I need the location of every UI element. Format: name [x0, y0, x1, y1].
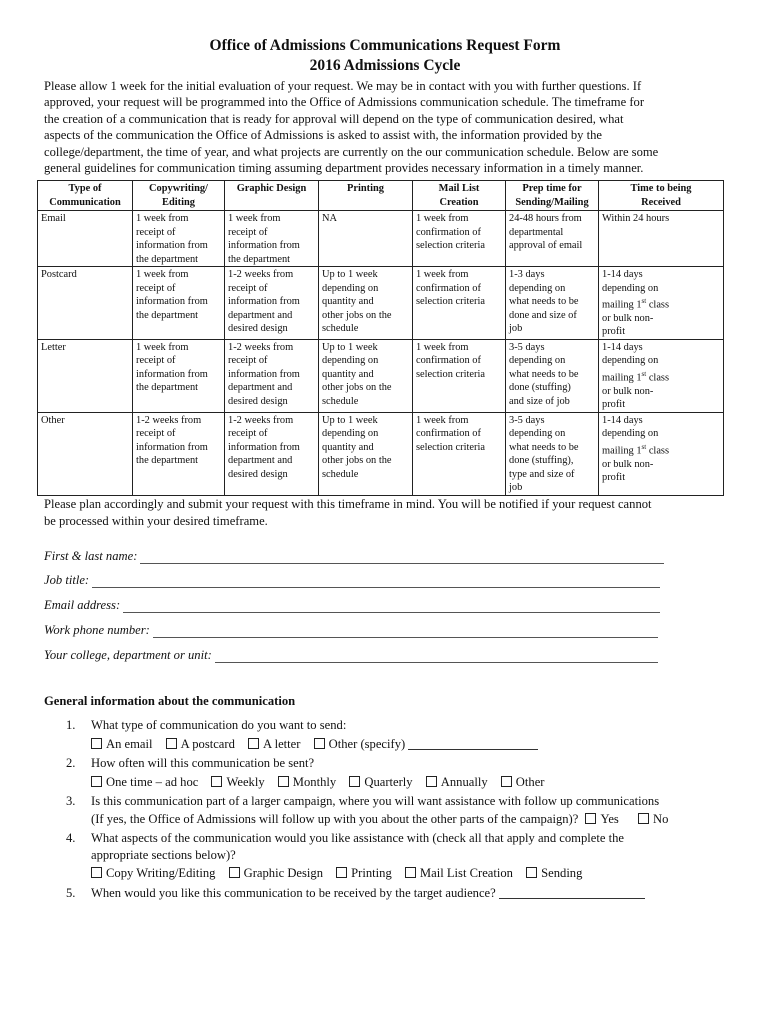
cell-line: receipt of	[228, 428, 268, 440]
table-cell	[413, 267, 506, 340]
checkbox-icon[interactable]	[405, 867, 416, 878]
intro-line: aspects of the communication the Office of Admissions is asked to assist with, the information provided by the	[44, 128, 602, 143]
job-title-input-line[interactable]	[92, 575, 660, 588]
cell-line: the department	[136, 253, 199, 265]
cell-line: information from	[228, 441, 300, 453]
column-header-line: Copywriting/	[149, 183, 208, 194]
cell-line: mailing 1st class	[602, 297, 670, 311]
checkbox-icon[interactable]	[349, 776, 360, 787]
column-header-line: Printing	[347, 183, 384, 194]
job-title-label: Job title:	[44, 573, 90, 587]
option-label: Mail List Creation	[419, 866, 513, 880]
cell-line: other jobs on the	[322, 382, 392, 394]
cell-line: confirmation of	[416, 428, 481, 440]
column-header-line: Communication	[49, 196, 121, 208]
question-text: Is this communication part of a larger campaign, where you will want assistance with follow up communications	[91, 794, 660, 808]
cell-line: what needs to be	[509, 441, 579, 453]
option-label: Monthly	[292, 775, 337, 789]
table-cell	[599, 412, 724, 495]
table-cell	[133, 211, 225, 267]
cell-line: done (stuffing),	[509, 455, 574, 467]
option-monthly[interactable]	[278, 775, 336, 789]
cell-line: depending on	[602, 282, 659, 294]
checkbox-icon[interactable]	[211, 776, 222, 787]
column-header	[506, 181, 599, 211]
cell-line: and size of job	[509, 395, 570, 407]
cell-line: 1 week from	[136, 341, 189, 353]
cell-line: information from	[228, 240, 300, 251]
cell-line: 1-2 weeks from	[228, 414, 294, 426]
option-label: Printing	[351, 866, 392, 880]
cell-line: 1-2 weeks from	[228, 269, 294, 280]
phone-input-line[interactable]	[153, 625, 658, 638]
question-number: 1.	[66, 718, 76, 732]
checkbox-icon[interactable]	[501, 776, 512, 787]
table-cell	[225, 412, 319, 495]
cell-line: the department	[228, 253, 291, 265]
checkbox-icon[interactable]	[278, 776, 289, 787]
cell-line: mailing 1st class	[602, 369, 670, 384]
cell-line: information from	[228, 368, 300, 380]
cell-line: confirmation of	[416, 355, 481, 367]
option-label: Copy Writing/Editing	[106, 866, 216, 880]
column-header-line: Sending/Mailing	[515, 196, 589, 208]
table-cell	[38, 339, 133, 412]
column-header-line: Received	[641, 196, 681, 208]
cell-line: depending on	[322, 282, 379, 294]
column-header-line: Editing	[162, 196, 195, 208]
cell-line: confirmation of	[416, 226, 481, 238]
checkbox-icon[interactable]	[91, 738, 102, 749]
phone-field[interactable]	[44, 621, 658, 638]
cell-line: 1-14 days	[602, 414, 643, 426]
cell-line: approval of email	[509, 240, 583, 251]
table-cell	[506, 339, 599, 412]
cell-line: schedule	[322, 468, 359, 480]
table-cell	[413, 211, 506, 267]
cell-line: 1 week from	[228, 213, 281, 224]
option-label: An email	[106, 737, 153, 751]
cell-line: Up to 1 week	[322, 414, 378, 426]
option-one-time[interactable]	[91, 775, 198, 789]
cell-line: quantity and	[322, 296, 374, 307]
intro-line: the creation of a communication that is ready for approval will depend on the type of communication desired, what	[44, 111, 624, 126]
column-header	[319, 181, 413, 211]
plan-note	[44, 496, 724, 530]
checkbox-icon[interactable]	[91, 776, 102, 787]
question-4-line-2: appropriate sections below)?	[91, 848, 236, 862]
cell-line: 1 week from	[136, 213, 189, 224]
cell-line: information from	[136, 296, 208, 307]
column-header	[413, 181, 506, 211]
cell-line: department and	[228, 382, 293, 394]
cell-line: department and	[228, 309, 293, 321]
option-label: One time – ad hoc	[106, 775, 199, 789]
cell-line: Up to 1 week	[322, 341, 378, 353]
cell-line: depending on	[602, 355, 659, 367]
cell-line: depending on	[509, 355, 566, 367]
plan-line: Please plan accordingly and submit your request with this timeframe in mind. You will be notified if your request cannot	[44, 497, 652, 511]
cell-line: schedule	[322, 395, 359, 407]
cell-line: desired design	[228, 468, 288, 480]
table-cell	[599, 267, 724, 340]
option-label: Sending	[541, 866, 583, 880]
option-sending[interactable]	[526, 866, 582, 880]
option-mail-list[interactable]	[405, 866, 513, 880]
table-cell	[319, 339, 413, 412]
intro-paragraph	[44, 78, 714, 176]
cell-line: department and	[228, 455, 293, 467]
cell-line: desired design	[228, 395, 288, 407]
cell-line: information from	[136, 240, 208, 251]
cell-line: schedule	[322, 323, 359, 334]
question-4-options	[91, 866, 592, 881]
cell-line: receipt of	[136, 282, 176, 294]
cell-line: done (stuffing)	[509, 382, 571, 394]
column-header	[133, 181, 225, 211]
cell-line: receipt of	[136, 355, 176, 367]
option-letter[interactable]	[248, 737, 300, 751]
cell-line: done and size of	[509, 309, 577, 321]
checkbox-icon[interactable]	[248, 738, 259, 749]
column-header-line: Type of	[68, 183, 102, 194]
question-label: When would you like this communication to be received by the target audience?	[91, 886, 496, 900]
table-cell	[506, 267, 599, 340]
cell-line: Within 24 hours	[602, 213, 670, 224]
cell-line: 1 week from	[416, 213, 469, 224]
table-cell	[506, 211, 599, 267]
table-cell	[225, 339, 319, 412]
cell-line: or bulk non-	[602, 458, 654, 470]
checkbox-icon[interactable]	[229, 867, 240, 878]
checkbox-icon[interactable]	[91, 867, 102, 878]
cell-line: 1-14 days	[602, 341, 643, 353]
email-input-line[interactable]	[123, 600, 660, 613]
option-label: Graphic Design	[243, 866, 324, 880]
option-printing[interactable]	[336, 866, 392, 880]
cell-line: what needs to be	[509, 368, 579, 380]
name-field[interactable]	[44, 547, 664, 564]
table-cell	[599, 339, 724, 412]
question-number: 3.	[66, 794, 76, 808]
table-cell	[413, 412, 506, 495]
table-cell	[38, 412, 133, 495]
question-text	[91, 885, 645, 902]
column-header-line: Time to being	[630, 183, 692, 194]
table-row	[38, 267, 724, 340]
cell-line: Postcard	[41, 269, 77, 280]
cell-line: selection criteria	[416, 296, 485, 307]
option-postcard[interactable]	[166, 737, 235, 751]
cell-line: Up to 1 week	[322, 269, 378, 280]
cell-line: job	[509, 482, 523, 494]
other-specify-input[interactable]	[408, 738, 538, 750]
cell-line: 1-2 weeks from	[228, 341, 294, 353]
table-cell	[38, 267, 133, 340]
cell-line: or bulk non-	[602, 312, 654, 324]
cell-line: what needs to be	[509, 296, 579, 307]
option-label: A postcard	[180, 737, 235, 751]
table-cell	[225, 267, 319, 340]
option-label: Other (specify)	[328, 737, 406, 751]
cell-line: selection criteria	[416, 441, 485, 453]
cell-line: Letter	[41, 341, 66, 353]
cell-line: depending on	[509, 428, 566, 440]
table-cell	[133, 412, 225, 495]
cell-line: confirmation of	[416, 282, 481, 294]
timeline-table	[37, 180, 724, 496]
cell-line: other jobs on the	[322, 455, 392, 467]
column-header	[225, 181, 319, 211]
cell-line: profit	[602, 472, 626, 484]
option-label: A letter	[263, 737, 301, 751]
cell-line: information from	[136, 441, 208, 453]
cell-line: 1-2 weeks from	[136, 414, 202, 426]
intro-line: general guidelines for communication timing assuming department provides necessary information in a timely manner.	[44, 161, 644, 176]
cell-line: other jobs on the	[322, 309, 392, 321]
intro-line: college/department, the time of year, and what projects are currently on the our communication schedule. Below are some	[44, 144, 659, 159]
job-title-field[interactable]	[44, 571, 660, 588]
option-email[interactable]	[91, 737, 153, 751]
option-label: Quarterly	[364, 775, 413, 789]
option-weekly[interactable]	[211, 775, 264, 789]
column-header	[599, 181, 724, 211]
cell-line: 1-14 days	[602, 269, 643, 280]
cell-line: depending on	[602, 428, 659, 440]
option-label: Other	[515, 775, 545, 789]
checkbox-icon[interactable]	[314, 738, 325, 749]
table-cell	[319, 267, 413, 340]
cell-line: the department	[136, 309, 199, 321]
option-graphic-design[interactable]	[229, 866, 323, 880]
cell-line: information from	[228, 296, 300, 307]
table-cell	[413, 339, 506, 412]
table-cell	[319, 412, 413, 495]
checkbox-icon[interactable]	[166, 738, 177, 749]
cell-line: Email	[41, 213, 66, 224]
column-header-line: Graphic Design	[236, 183, 307, 194]
column-header-line: Prep time for	[522, 183, 582, 194]
plan-line: be processed within your desired timeframe.	[44, 514, 268, 528]
unit-label: Your college, department or unit:	[44, 648, 212, 662]
intro-line: approved, your request will be programmed into the Office of Admissions communication schedule. The timeframe for	[44, 95, 645, 110]
option-copy-writing[interactable]	[91, 866, 215, 880]
table-cell	[133, 267, 225, 340]
table-row	[38, 211, 724, 267]
question-1-options	[91, 737, 548, 752]
cell-line: receipt of	[136, 226, 176, 238]
column-header-line: Mail List	[438, 183, 480, 194]
phone-label: Work phone number:	[44, 623, 150, 637]
option-other-frequency[interactable]	[501, 775, 545, 789]
checkbox-icon[interactable]	[426, 776, 437, 787]
option-other[interactable]	[314, 737, 539, 751]
option-yes[interactable]	[585, 812, 618, 826]
question-number: 5.	[66, 886, 76, 900]
cell-line: departmental	[509, 226, 564, 238]
cell-line: the department	[136, 382, 199, 394]
question-text: What type of communication do you want to send:	[91, 718, 347, 732]
cell-line: job	[509, 323, 523, 334]
question-text: How often will this communication be sent?	[91, 756, 315, 770]
question-2-options	[91, 775, 554, 790]
cell-line: type and size of	[509, 468, 575, 480]
name-input-line[interactable]	[140, 551, 664, 564]
table-header-row	[38, 181, 724, 211]
question-number: 4.	[66, 831, 76, 845]
cell-line: profit	[602, 326, 626, 338]
cell-line: or bulk non-	[602, 385, 654, 397]
email-label: Email address:	[44, 598, 121, 612]
checkbox-icon[interactable]	[585, 813, 596, 824]
option-label: No	[652, 812, 669, 826]
cell-line: depending on	[322, 428, 379, 440]
form-title: Office of Admissions Communications Request Form	[209, 37, 561, 54]
table-cell	[133, 339, 225, 412]
question-text-continued: (If yes, the Office of Admissions will follow up with you about the other parts of the campaign)?	[91, 812, 579, 826]
cell-line: quantity and	[322, 441, 374, 453]
cell-line: Other	[41, 414, 65, 426]
option-label: Annually	[440, 775, 488, 789]
cell-line: 1 week from	[136, 269, 189, 280]
cell-line: 3-5 days	[509, 414, 545, 426]
cell-line: the department	[136, 455, 199, 467]
receive-date-input[interactable]	[499, 887, 645, 899]
option-label: Yes	[600, 812, 619, 826]
cell-line: 1-3 days	[509, 269, 545, 280]
email-field[interactable]	[44, 596, 660, 613]
question-number: 2.	[66, 756, 76, 770]
column-header	[38, 181, 133, 211]
question-text: What aspects of the communication would you like assistance with (check all that apply and complete the	[91, 831, 624, 845]
unit-field[interactable]	[44, 646, 658, 663]
table-cell	[599, 211, 724, 267]
cell-line: 1 week from	[416, 341, 469, 353]
cell-line: 1 week from	[416, 414, 469, 426]
cell-line: receipt of	[136, 428, 176, 440]
cell-line: depending on	[322, 355, 379, 367]
cell-line: 3-5 days	[509, 341, 545, 353]
cell-line: selection criteria	[416, 240, 485, 251]
table-cell	[319, 211, 413, 267]
unit-input-line[interactable]	[215, 650, 658, 663]
table-cell	[38, 211, 133, 267]
option-quarterly[interactable]	[349, 775, 412, 789]
option-label: Weekly	[226, 775, 265, 789]
question-3-line-2	[91, 812, 678, 827]
cell-line: NA	[322, 213, 338, 224]
cell-line: profit	[602, 399, 626, 411]
checkbox-icon[interactable]	[336, 867, 347, 878]
option-no[interactable]	[638, 812, 668, 826]
table-row	[38, 339, 724, 412]
cell-line: depending on	[509, 282, 566, 294]
option-annually[interactable]	[426, 775, 488, 789]
column-header-line: Creation	[439, 196, 479, 208]
cell-line: mailing 1st class	[602, 442, 670, 457]
form-subtitle: 2016 Admissions Cycle	[309, 57, 461, 74]
checkbox-icon[interactable]	[526, 867, 537, 878]
cell-line: selection criteria	[416, 368, 485, 380]
table-row	[38, 412, 724, 495]
cell-line: 1 week from	[416, 269, 469, 280]
section-title: General information about the communication	[44, 694, 296, 708]
cell-line: receipt of	[228, 355, 268, 367]
table-cell	[225, 211, 319, 267]
cell-line: 24-48 hours from	[509, 213, 582, 224]
cell-line: information from	[136, 368, 208, 380]
name-label: First & last name:	[44, 549, 138, 563]
cell-line: quantity and	[322, 368, 374, 380]
intro-line: Please allow 1 week for the initial evaluation of your request. We may be in contact with you with further questions. If	[44, 79, 642, 93]
checkbox-icon[interactable]	[638, 813, 649, 824]
cell-line: desired design	[228, 323, 288, 334]
cell-line: receipt of	[228, 226, 268, 238]
table-cell	[506, 412, 599, 495]
cell-line: receipt of	[228, 282, 268, 294]
